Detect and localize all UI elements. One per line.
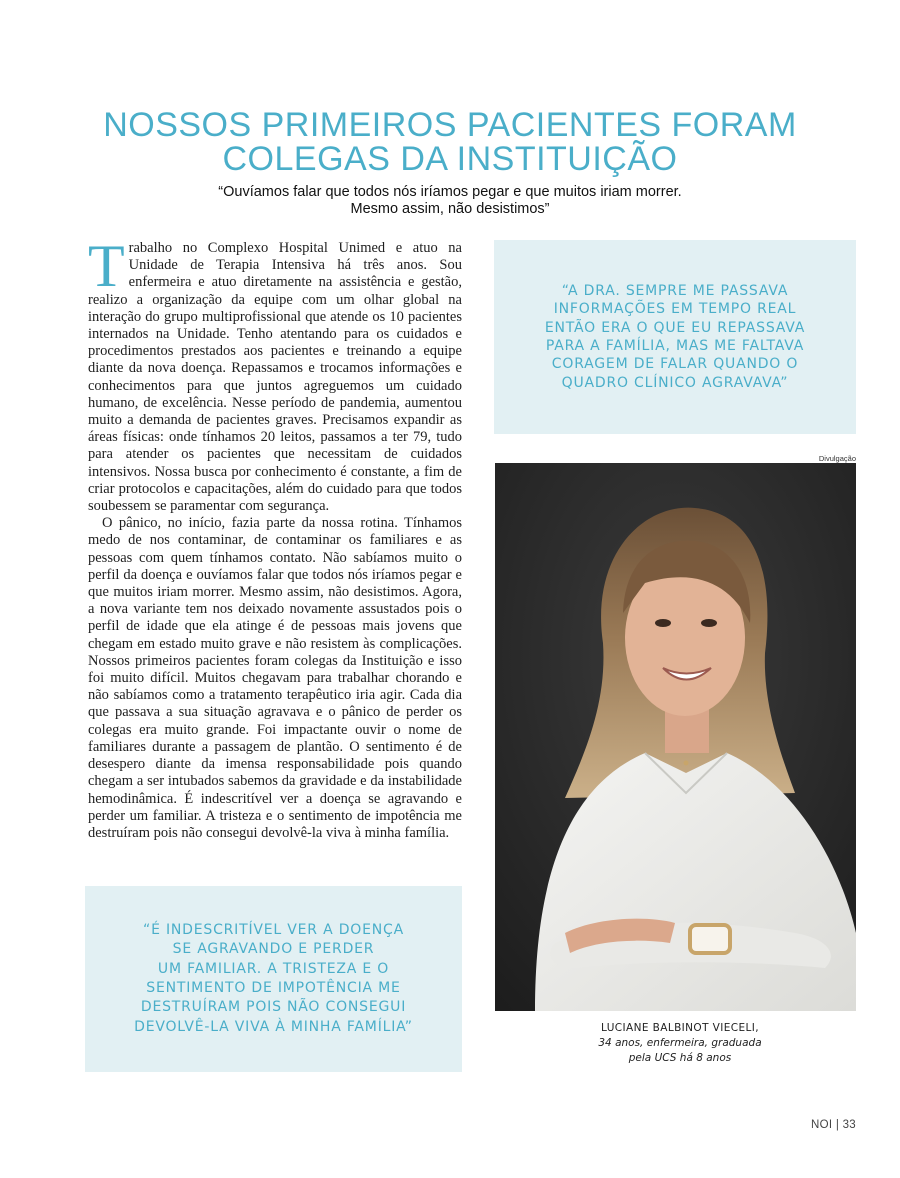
article-subtitle [0, 184, 900, 218]
article-body [88, 233, 462, 842]
paragraph: O pânico, no início, fazia parte da nossa rotina. Tínhamos medo de nos contaminar, de contaminar os familiares e as pessoas com quem tínhamos contato. Não sabíamos muito o perfil da doença e ouvíamos falar que todos nós iríamos pegar e que muitos iriam morrer. Mesmo assim, não desistimos. Agora, a nova variante tem nos deixado novamente assustados pois o perfil de idade que ela atinge é de pessoas mais jovens que chegam em estado muito grave e não resistem às complicações. Nossos primeiros pacientes foram colegas da Instituição e isso foi muito difícil. Muitos chegavam para trabalhar chorando e não sabíamos como a tratamento terapêutico iria agir. Cada dia que passava a sua situação agravava e o pânico de perder os colegas era muito grande. Foi impactante ouvir o nome de familiares durante a passagem de plantão. O sentimento é de desespero diante da imensa responsabilidade pois quando chegam a ser intubados sabemos da gravidade e da instabilidade hemodinâmica. É indescritível ver a doença se agravando e perder um familiar. A tristeza e o sentimento de impotência me destruíram pois não consegui devolvê-la viva à minha família. [88, 515, 462, 841]
title-line: COLEGAS DA INSTITUIÇÃO [222, 140, 678, 178]
quote-line: ENTÃO ERA O QUE EU REPASSAVA [544, 319, 806, 336]
paragraph-text: rabalho no Complexo Hospital Unimed e atuo na Unidade de Terapia Intensiva há três anos. Sou enfermeira e atuo diretamente na assistência e gestão, realizo a organização da equipe com um olhar global na interação do grupo multiprofissional que atende os 10 pacientes internados na Unidade. Tenho atentando para os cuidados e procedimentos prestados aos pacientes e treinando a equipe diante da nova doença. Repassamos e trocamos informações e conhecimentos para que juntos agreguemos um cuidado humano, de excelência. Nesse período de pandemia, aumentou muito a demanda de pacientes graves. Precisamos expandir as áreas físicas: onde tínhamos 20 leitos, passamos a ter 79, tudo para atender os pacientes que necessitam de cuidados intensivos. Nossa busca por conhecimento é constante, a fim de criar protocolos e capacitações, além do cuidado para que todos soubessem se paramentar com segurança. [88, 240, 462, 515]
quote-line: INFORMAÇÕES EM TEMPO REAL [553, 301, 797, 318]
paragraph [88, 233, 462, 515]
article-title [0, 108, 900, 176]
caption-line: 34 anos, enfermeira, graduada [598, 1037, 762, 1049]
photo-credit: Divulgação [818, 454, 856, 463]
title-line: NOSSOS PRIMEIROS PACIENTES FORAM [103, 106, 797, 144]
drop-cap: T [88, 233, 125, 299]
caption-line: pela UCS há 8 anos [628, 1052, 732, 1064]
pull-quote-left [85, 886, 462, 1072]
portrait-illustration [495, 463, 856, 1011]
page-number: NOI | 33 [810, 1119, 856, 1131]
caption-name: LUCIANE BALBINOT VIECELI, [600, 1022, 760, 1034]
quote-line: PARA A FAMÍLIA, MAS ME FALTAVA [545, 338, 805, 354]
quote-line: SENTIMENTO DE IMPOTÊNCIA ME [146, 980, 401, 996]
quote-line: CORAGEM DE FALAR QUANDO O [551, 356, 799, 373]
quote-line: “A DRA. SEMPRE ME PASSAVA [561, 282, 789, 299]
photo-caption [540, 1021, 820, 1066]
portrait-photo [495, 463, 856, 1011]
subtitle-line: “Ouvíamos falar que todos nós iríamos pegar e que muitos iriam morrer. [218, 184, 682, 200]
quote-line: QUADRO CLÍNICO AGRAVAVA” [561, 374, 789, 391]
quote-line: UM FAMILIAR. A TRISTEZA E O [157, 960, 390, 977]
quote-line: DEVOLVÊ-LA VIVA À MINHA FAMÍLIA” [134, 1018, 413, 1035]
quote-line: “É INDESCRITÍVEL VER A DOENÇA [143, 921, 404, 938]
quote-line: SE AGRAVANDO E PERDER [172, 941, 375, 958]
pull-quote-right [494, 240, 856, 434]
quote-line: DESTRUÍRAM POIS NÃO CONSEGUI [140, 999, 407, 1016]
subtitle-line: Mesmo assim, não desistimos” [350, 201, 550, 217]
